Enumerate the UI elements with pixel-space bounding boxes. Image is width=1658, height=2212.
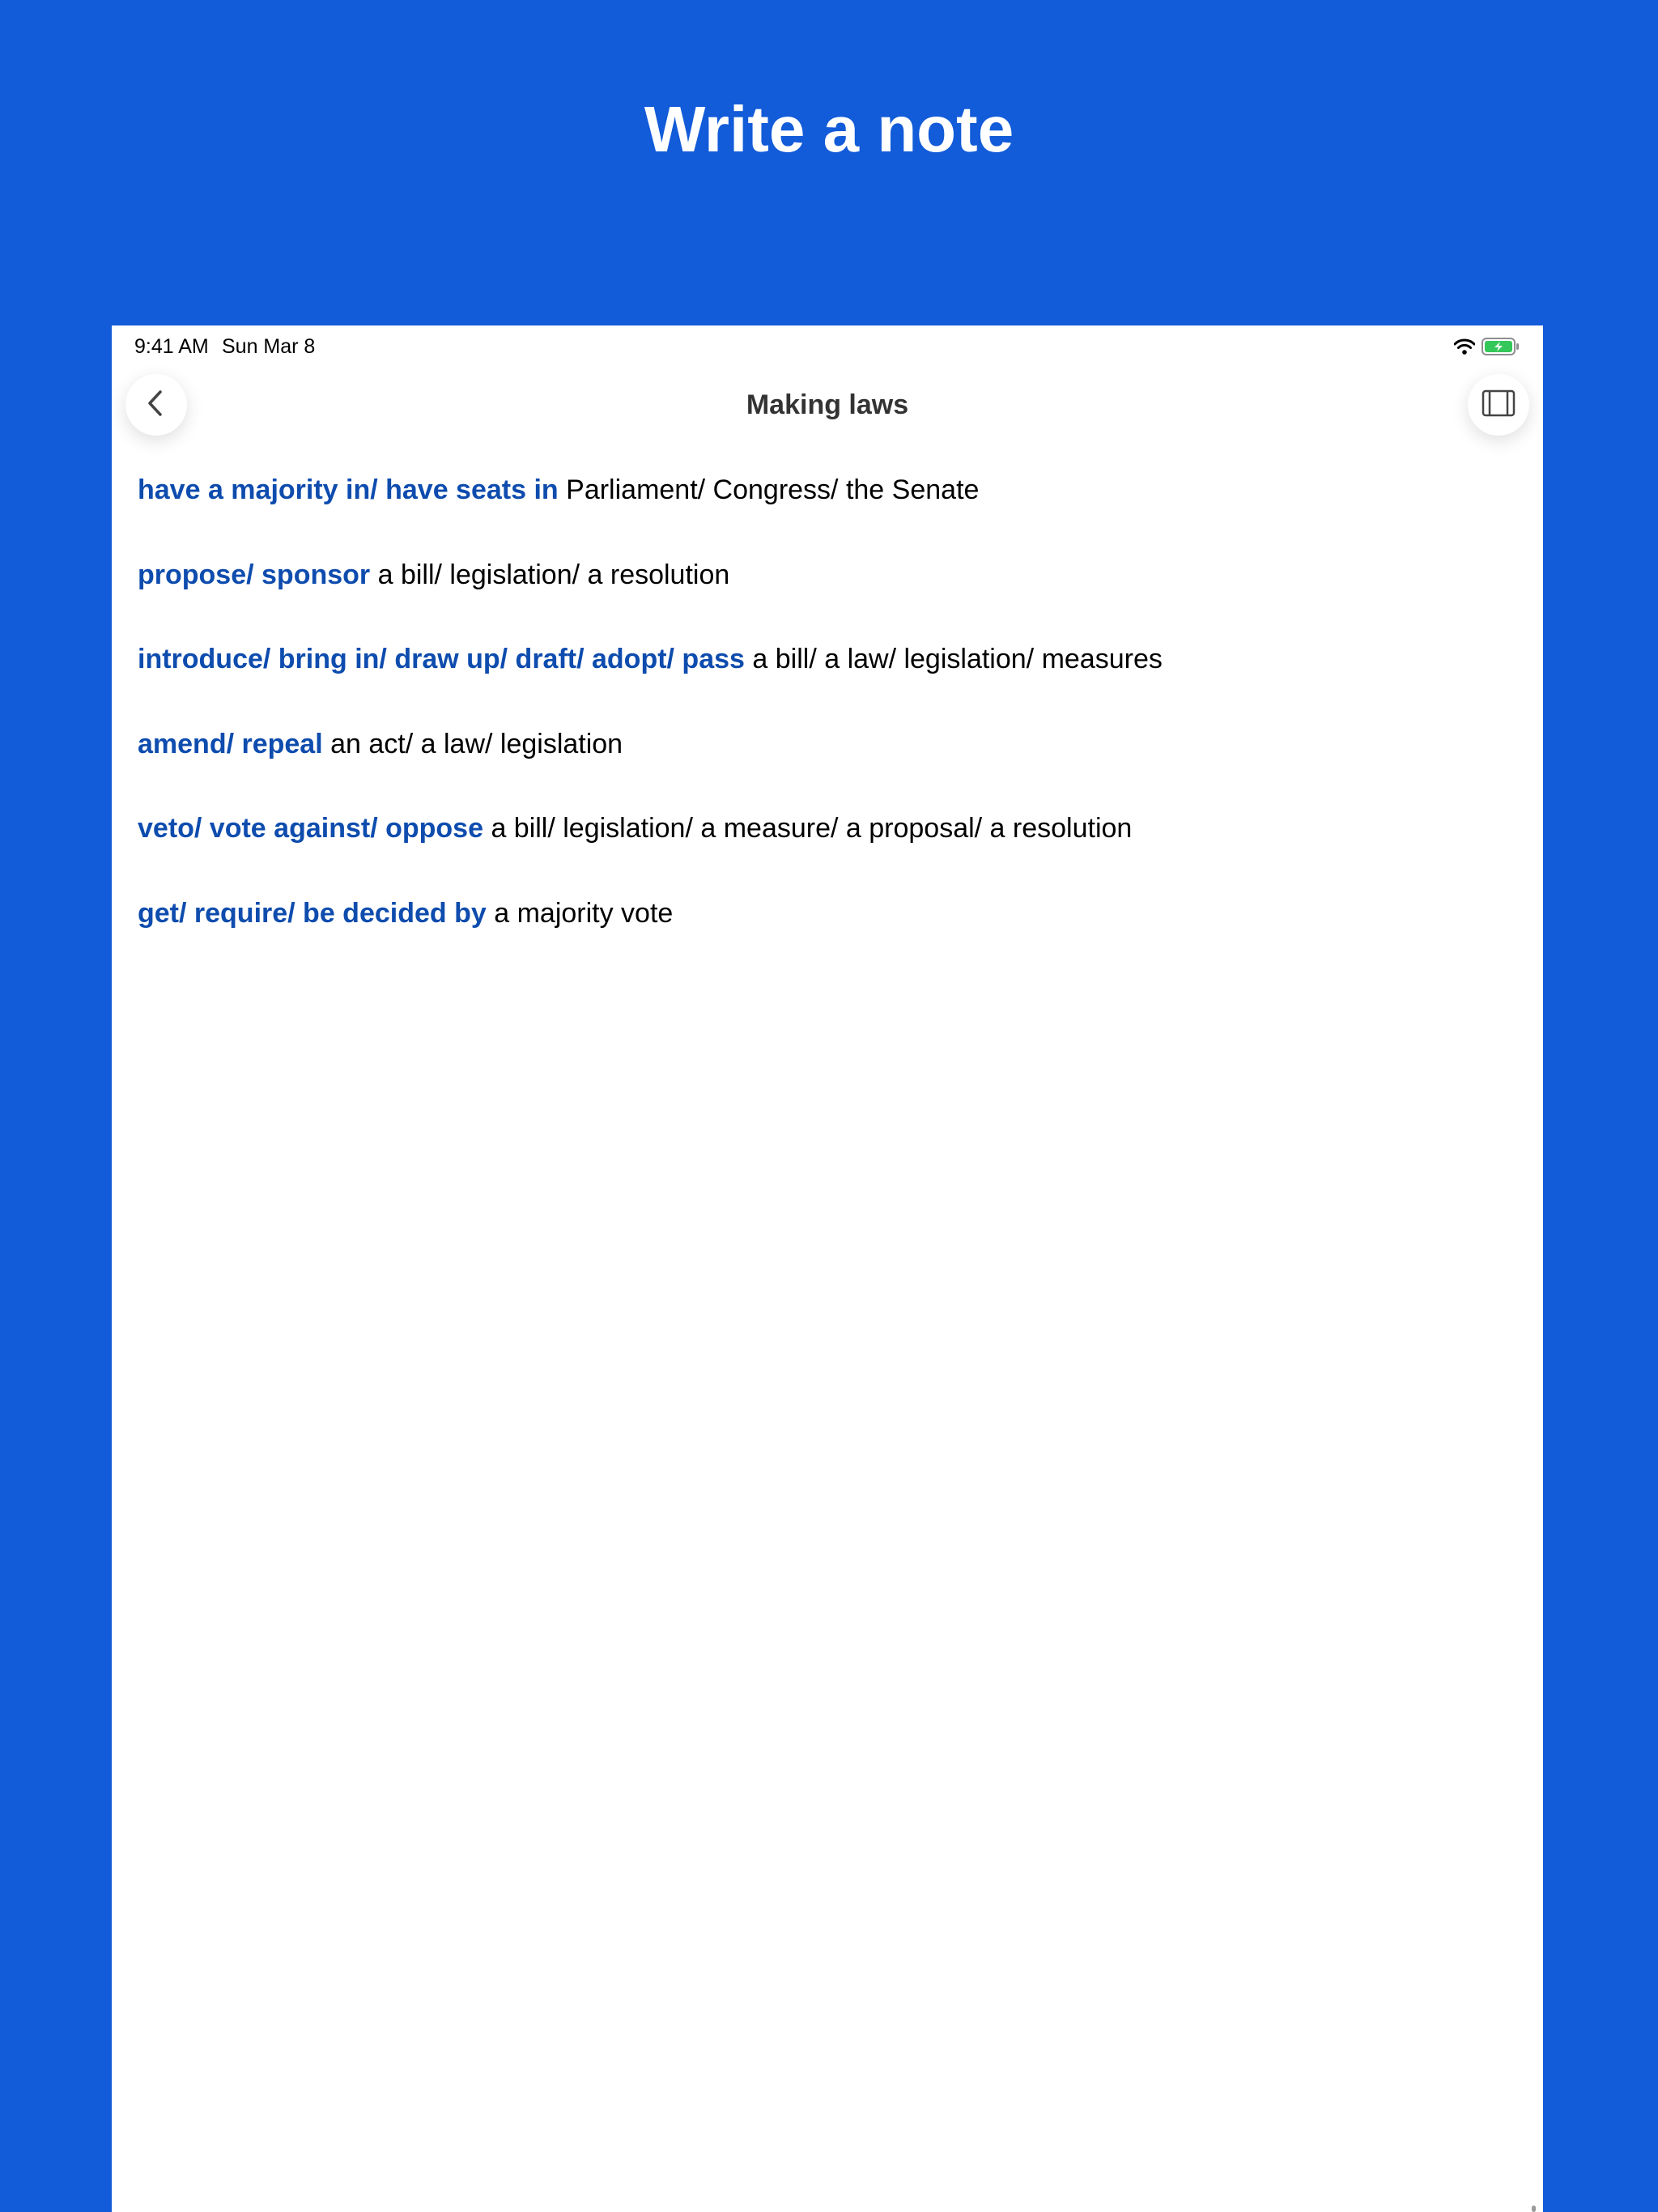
status-date: Sun Mar 8 [222, 335, 316, 358]
note-line [138, 724, 1514, 809]
scroll-indicator[interactable] [1532, 2206, 1536, 2212]
note-phrase: amend/ repeal [138, 728, 323, 759]
note-line [138, 808, 1514, 893]
status-time: 9:41 AM [134, 335, 209, 358]
battery-charging-icon [1482, 338, 1520, 359]
note-phrase: propose/ sponsor [138, 559, 371, 590]
status-icons [1454, 337, 1520, 359]
note-title: Making laws [746, 389, 909, 420]
note-phrase: have a majority in/ have seats in [138, 474, 559, 505]
back-button[interactable] [125, 374, 187, 436]
note-text: a bill/ legislation/ a resolution [377, 559, 730, 590]
note-text: Parliament/ Congress/ the Senate [566, 474, 980, 505]
note-text: a bill/ legislation/ a measure/ a proposal/ a resolution [491, 813, 1133, 844]
device-screen [112, 325, 1543, 2212]
chevron-left-icon [144, 389, 168, 422]
note-text: a majority vote [494, 897, 674, 929]
wifi-icon [1454, 338, 1475, 359]
note-line [138, 555, 1514, 640]
note-body[interactable] [138, 470, 1514, 977]
promo-title: Write a note [644, 93, 1014, 165]
note-line [138, 470, 1514, 555]
sidebar-toggle-button[interactable] [1468, 374, 1529, 436]
navigation-bar [112, 371, 1543, 436]
note-phrase: veto/ vote against/ oppose [138, 813, 483, 844]
note-text: an act/ a law/ legislation [330, 728, 623, 759]
note-text: a bill/ a law/ legislation/ measures [752, 644, 1163, 674]
note-line [138, 893, 1514, 978]
note-phrase: get/ require/ be decided by [138, 897, 487, 929]
note-phrase: introduce/ bring in/ draw up/ draft/ adopt/ pass [138, 644, 745, 674]
status-bar [112, 325, 1543, 371]
note-line [138, 639, 1514, 724]
sidebar-icon [1482, 389, 1516, 421]
